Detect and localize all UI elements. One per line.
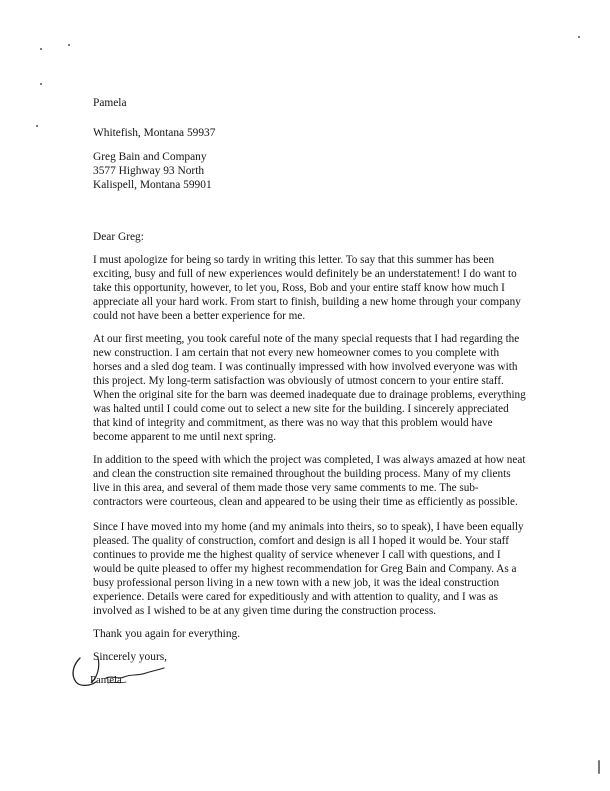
handwritten-signature bbox=[68, 656, 178, 701]
scan-speck bbox=[40, 48, 42, 50]
paragraph-line: contractors were courteous, clean and appeared to be using their time as efficiently as possible. bbox=[93, 496, 518, 508]
paragraph-line: Since I have moved into my home (and my animals into theirs, so to speak), I have been equally bbox=[93, 521, 524, 533]
recipient-city: Kalispell, Montana 59901 bbox=[93, 179, 212, 191]
sender-name: Pamela bbox=[93, 97, 127, 109]
paragraph-line: would be quite pleased to offer my highest recommendation for Greg Bain and Company. As a bbox=[93, 563, 517, 575]
paragraph-line: exciting, busy and full of new experiences would definitely be an understatement! I do want to bbox=[93, 268, 517, 280]
paragraph-line: pleased. The quality of construction, comfort and design is all I hoped it would be. Your staff bbox=[93, 535, 509, 547]
paragraph-line: I must apologize for being so tardy in writing this letter. To say that this summer has been bbox=[93, 254, 495, 266]
paragraph-line: At our first meeting, you took careful note of the many special requests that I had regarding the bbox=[93, 333, 520, 345]
paragraph-line: could not have been a better experience for me. bbox=[93, 310, 306, 322]
paragraph-line: live in this area, and several of them made those very same comments to me. The sub- bbox=[93, 482, 479, 494]
paragraph-line: this project. My long-term satisfaction was obviously of utmost concern to your entire staff. bbox=[93, 375, 504, 387]
scan-speck bbox=[40, 83, 42, 85]
body-paragraph-1 bbox=[93, 253, 563, 323]
paragraph-line: and clean the construction site remained throughout the building process. Many of my clients bbox=[93, 468, 511, 480]
scan-speck bbox=[68, 44, 70, 46]
body-paragraph-4 bbox=[93, 520, 563, 618]
paragraph-line: take this opportunity, however, to let you, Ross, Bob and your entire staff know how much I bbox=[93, 282, 505, 294]
paragraph-line: When the original site for the barn was deemed inadequate due to drainage problems, everything bbox=[93, 389, 526, 401]
paragraph-line: that kind of integrity and commitment, as there was no way that this problem would have bbox=[93, 417, 493, 429]
paragraph-line: busy professional person living in a new town with a new job, it was the ideal construction bbox=[93, 577, 500, 589]
recipient-company: Greg Bain and Company bbox=[93, 151, 207, 163]
paragraph-line: involved as I wished to be at any given time during the construction process. bbox=[93, 605, 437, 617]
paragraph-line: become apparent to me until next spring. bbox=[93, 431, 276, 443]
paragraph-line: was halted until I could come out to select a new site for the building. I sincerely appreciated bbox=[93, 403, 509, 415]
paragraph-line: new construction. I am certain that not every new homeowner comes to you complete with bbox=[93, 347, 500, 359]
signature-name: Pamela bbox=[90, 674, 122, 686]
paragraph-line: experience. Details were cared for expeditiously and with attention to quality, and I was as bbox=[93, 591, 498, 603]
salutation: Dear Greg: bbox=[93, 231, 144, 243]
scan-speck bbox=[36, 125, 38, 127]
paragraph-line: In addition to the speed with which the project was completed, I was always amazed at how neat bbox=[93, 454, 526, 466]
recipient-street: 3577 Highway 93 North bbox=[93, 165, 205, 177]
sender-city: Whitefish, Montana 59937 bbox=[93, 127, 216, 139]
paragraph-line: continues to provide me the highest quality of service whenever I call with questions, and I bbox=[93, 549, 501, 561]
paragraph-line: horses and a sled dog team. I was continually impressed with how involved everyone was with bbox=[93, 361, 518, 373]
closing-line: Thank you again for everything. bbox=[93, 628, 241, 640]
paragraph-line: appreciate all your hard work. From start to finish, building a new home through your company bbox=[93, 296, 521, 308]
body-paragraph-3 bbox=[93, 453, 563, 509]
scan-speck bbox=[578, 36, 580, 38]
body-paragraph-2 bbox=[93, 332, 563, 444]
scan-speck bbox=[598, 760, 600, 774]
valediction: Sincerely yours, bbox=[93, 651, 168, 663]
